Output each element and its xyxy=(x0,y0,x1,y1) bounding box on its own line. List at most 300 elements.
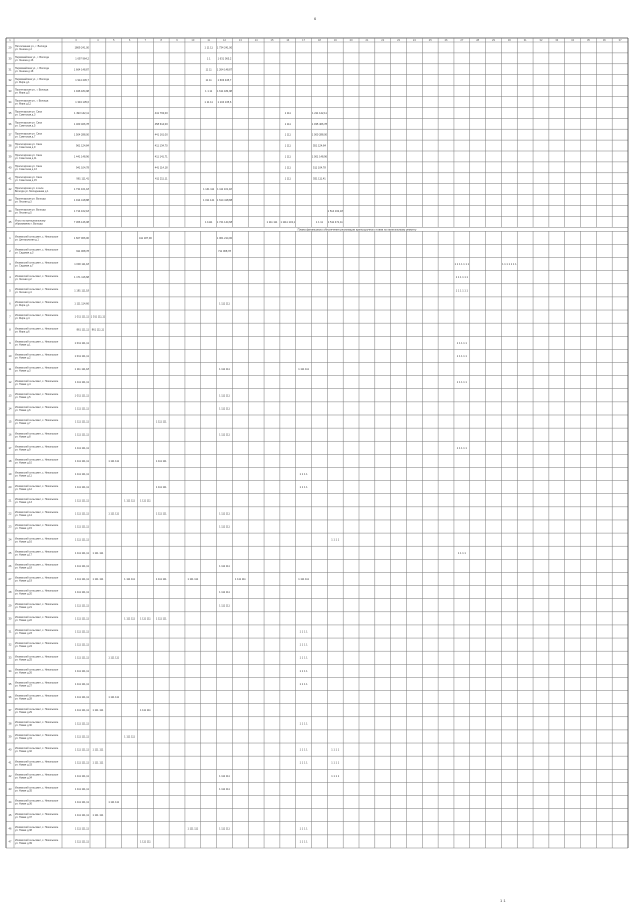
row-address: Иловатский сельсовет, с. Никольское ул. Новая д.23 xyxy=(15,629,59,636)
table-row xyxy=(9,45,233,51)
row-total: 1 111 111,11 xyxy=(74,459,89,463)
column-number: 10 xyxy=(191,39,195,43)
column-number: 13 xyxy=(238,39,242,43)
row-address: Иловатский сельсовет, с. Никольское ул. Новая д.15 xyxy=(15,524,59,531)
table-row xyxy=(9,187,233,193)
table-row xyxy=(9,219,344,225)
row-cell-value: 1 614 418,88 xyxy=(216,199,233,203)
row-cell-value: 1 111 111 xyxy=(108,696,120,700)
column-number: 20 xyxy=(349,39,353,43)
row-address: Иловатский сельсовет, с. Никольское ул. Мира д.4 xyxy=(15,314,59,321)
row-cell-value: 1 1 1 1 xyxy=(299,722,308,726)
row-number: 12 xyxy=(8,381,12,385)
row-total: 1 946 184,98 xyxy=(73,90,89,94)
column-number: 17 xyxy=(302,39,306,43)
row-total: 1 463 466,78 xyxy=(73,122,89,126)
row-cell-value: 1 1 1 1 1 xyxy=(456,446,467,450)
row-number: 31 xyxy=(8,68,12,72)
row-number: 19 xyxy=(8,473,12,477)
row-cell-value: 1 111 xyxy=(284,133,291,137)
row-cell-value: 551 111,41 xyxy=(313,177,326,181)
row-cell-value: 1 111 xyxy=(284,122,291,126)
row-number: 30 xyxy=(8,617,12,621)
table-row xyxy=(9,432,231,438)
row-total: 1 607 066,00 xyxy=(73,236,89,240)
row-cell-value: 1 061 214,00 xyxy=(216,236,233,240)
row-cell-value: 1 111 101,18 xyxy=(217,188,232,192)
row-total: 1 731 101,18 xyxy=(73,188,89,192)
table-row xyxy=(9,165,327,171)
column-number: 30 xyxy=(507,39,511,43)
row-cell-value: 1 111 111 xyxy=(266,220,278,224)
row-total: 1 111 111,11 xyxy=(74,446,89,450)
row-cell-value: 1 111 111 xyxy=(219,433,230,437)
row-number: 7 xyxy=(9,315,11,319)
table-row xyxy=(9,498,152,504)
table-row xyxy=(9,695,120,701)
row-total: 1 111 111,11 xyxy=(74,551,89,555)
table-row xyxy=(9,67,233,73)
row-cell-value: 1 111 111 xyxy=(155,486,167,490)
row-total: 1 441 148,96 xyxy=(73,155,89,159)
row-number: 32 xyxy=(8,79,12,83)
row-number: 44 xyxy=(8,801,12,805)
row-cell-value: 1 111 111 xyxy=(234,578,246,582)
row-address: Пролетарская ул. Саха ул. Советская д.7 xyxy=(15,132,42,139)
column-number: 12 xyxy=(223,39,226,43)
row-total: 1 504 288,00 xyxy=(73,133,89,137)
page-number-top: 6 xyxy=(314,16,317,21)
section-b-rows xyxy=(9,235,518,845)
row-cell-value: 1 111 xyxy=(284,166,291,170)
column-number: 31 xyxy=(523,39,527,43)
row-address: Иловатский сельсовет, с. Никольское ул. Новая д.39 xyxy=(15,839,59,846)
row-cell-value: 1 1 1 1 xyxy=(299,761,308,765)
table-row xyxy=(9,682,309,688)
column-number: 32 xyxy=(539,39,543,43)
row-address: Иловатский сельсовет, с. Никольское ул. Новая д.5 xyxy=(15,392,59,399)
row-number: 40 xyxy=(8,166,12,170)
column-number: 19 xyxy=(333,39,337,43)
column-number: 25 xyxy=(428,39,432,43)
row-total: 1 111 111,11 xyxy=(74,840,89,844)
row-number: 18 xyxy=(8,459,12,463)
row-cell-value: 1 111 111 xyxy=(219,394,230,398)
row-address: Иловатский сельсовет, с. Никольское ул. Новая д.36 xyxy=(15,799,59,806)
row-total: 1 111 111,18 xyxy=(74,368,89,372)
row-cell-value: 1 1111 143,1 xyxy=(280,220,296,224)
row-cell-value: 1 111 111 xyxy=(92,578,104,582)
row-total: 1 111 111,11 xyxy=(74,381,89,385)
row-number: 3 xyxy=(9,263,11,267)
table-row xyxy=(9,760,340,766)
row-total: 1 111 111,11 xyxy=(74,787,89,791)
table-row xyxy=(9,563,231,569)
row-total: 1 111 111,11 xyxy=(74,486,89,490)
table-row xyxy=(9,327,104,333)
row-cell-value: 1 734 241,00 xyxy=(216,46,233,50)
row-number: 40 xyxy=(8,748,12,752)
table-row xyxy=(9,209,344,215)
row-address: Иловатский сельсовет, с. Никольское ул. Новая д.8 xyxy=(15,432,59,439)
row-address: Иловатский сельсовет, с. Никольское ул. Новая д.1 xyxy=(15,340,59,347)
row-cell-value: 1 111 111 xyxy=(298,368,310,372)
table-row xyxy=(9,393,231,399)
row-total: 1 111 111,11 xyxy=(74,722,89,726)
column-number: 5 xyxy=(113,39,115,43)
row-cell-value: 1 1 1 1 xyxy=(331,538,340,542)
row-number: 1 xyxy=(9,236,11,240)
row-address: Иловатский сельсовет, с. Никольское ул. Новая д.4 xyxy=(15,379,59,386)
row-number: 27 xyxy=(8,578,12,582)
row-cell-value: 1 1 1 1 1 xyxy=(456,354,467,358)
row-address: Иловатский сельсовет, с. Никольское ул. Новая д.30 xyxy=(15,720,59,727)
row-number: 41 xyxy=(8,177,12,181)
row-address: Иловатский сельсовет, с. Никольское ул. Садовая д.3 xyxy=(15,248,59,255)
row-cell-value: 1 1 1 1 1 xyxy=(456,381,467,385)
row-cell-value: 1 141 111 xyxy=(203,188,215,192)
row-number: 33 xyxy=(8,656,12,660)
row-address: Первомайская ул., г. Вологда ул. Ленина д.18 xyxy=(15,66,49,73)
row-total: 1 914 445,7 xyxy=(75,79,89,83)
row-address: Иловатский сельсовет, с. Никольское ул. Новая д.28 xyxy=(15,694,59,701)
table-row xyxy=(9,642,309,648)
row-number: 9 xyxy=(9,341,11,345)
row-cell-value: 1 1 1 1 1 1 1 xyxy=(502,263,517,267)
row-cell-value: 11 11 xyxy=(205,79,212,83)
row-number: 16 xyxy=(8,433,12,437)
row-address: Пролетарская ул. Саха ул. Советская д.9 xyxy=(15,143,42,150)
row-cell-value: 1 111 111 xyxy=(124,578,135,582)
row-address: Иловатский сельсовет, с. Никольское ул. Новая д.25 xyxy=(15,655,59,662)
row-address: Пролетарская ул., г. Вологда ул. Мира д.5 xyxy=(15,88,49,95)
table-row xyxy=(9,813,104,819)
row-total: 1 714 162,18 xyxy=(73,209,89,213)
table-row xyxy=(9,445,468,451)
table-row xyxy=(9,143,327,149)
column-number: 16 xyxy=(286,39,290,43)
row-total: 1 111 111,11 xyxy=(74,761,89,765)
row-number: 10 xyxy=(8,354,12,358)
column-number: 1 xyxy=(9,39,11,43)
column-number: 4 xyxy=(97,39,99,43)
row-cell-value: 1 104 135,6 xyxy=(217,100,232,104)
row-total: 1 914 418,88 xyxy=(73,199,89,203)
row-cell-value: 1 111 111 xyxy=(108,512,120,516)
row-address: Иловатский сельсовет, с. Никольское ул. Новая д.13 xyxy=(15,497,59,504)
row-cell-value: 1 111 111 xyxy=(155,420,167,424)
row-number: 24 xyxy=(8,538,12,542)
row-total: 1 111 111,11 xyxy=(74,774,89,778)
row-cell-value: 1 111 111 xyxy=(139,840,151,844)
table-row xyxy=(9,550,467,556)
row-total: 1 111 111,11 xyxy=(74,669,89,673)
table-row xyxy=(9,249,231,255)
row-cell-value: 551 124,84 xyxy=(312,144,326,148)
row-address: Иловатский сельсовет, с. Никольское ул. Новая д.20 xyxy=(15,589,59,596)
row-total: 1 493 142,11 xyxy=(74,111,89,115)
column-number: 22 xyxy=(381,39,385,43)
table-row xyxy=(9,89,233,95)
row-cell-value: 1 111 111 xyxy=(219,302,230,306)
row-cell-value: 861 111,11 xyxy=(91,328,105,332)
table-row xyxy=(9,235,232,241)
row-address: Иловатский сельсовет, с. Никольское ул. Садовая д.7 xyxy=(15,261,59,268)
row-number: 45 xyxy=(8,220,12,224)
row-number: 20 xyxy=(8,486,12,490)
row-total: 1 181 111,18 xyxy=(74,289,89,293)
row-cell-value: 1 111 111 xyxy=(219,564,230,568)
row-cell-value: 1 111 111 xyxy=(92,814,104,818)
row-cell-value: 1 111 111 xyxy=(92,551,104,555)
row-address: Иловатский сельсовет, с. Никольское ул. Новая д.12 xyxy=(15,484,59,491)
row-address: Иловатский сельсовет, с. Никольское ул. Лесная д.2 xyxy=(15,274,59,281)
row-cell-value: 1 111 111 xyxy=(219,774,230,778)
row-number: 4 xyxy=(9,276,11,280)
row-number: 39 xyxy=(8,735,12,739)
row-address: Иловатский сельсовет, с. Никольское ул. Мира д.1 xyxy=(15,301,59,308)
row-number: 35 xyxy=(8,682,12,686)
row-number: 6 xyxy=(9,302,11,306)
section-a-rows xyxy=(9,45,344,225)
table-row xyxy=(9,787,231,793)
row-cell-value: 1 111 111 xyxy=(219,787,230,791)
row-cell-value: 1 111 111 xyxy=(219,604,230,608)
row-cell-value: 1 111 111 xyxy=(108,656,120,660)
row-address: Иловатский сельсовет, с. Никольское ул. Лесная д.4 xyxy=(15,287,59,294)
row-address: Пролетарская ул. Саха ул. Советская д.3 xyxy=(15,110,42,117)
row-total: 1 334 135,6 xyxy=(75,100,89,104)
row-total: 1 111 114,66 xyxy=(74,302,89,306)
row-total: 1869 241,00 xyxy=(74,46,89,50)
table-row xyxy=(9,288,468,294)
row-cell-value: 1 001 148,96 xyxy=(311,155,328,159)
row-number: 29 xyxy=(8,46,12,50)
row-cell-value: 1 11 11 xyxy=(204,46,213,50)
table-row xyxy=(9,590,231,596)
row-cell-value: 1 1 1 1 xyxy=(299,748,308,752)
row-cell-value: 1 1 1 1 xyxy=(299,630,308,634)
table-row xyxy=(9,56,232,62)
row-cell-value: 1 111 111 xyxy=(139,499,151,503)
row-number: 34 xyxy=(8,669,12,673)
row-cell-value: 1 111 111 xyxy=(124,617,135,621)
row-total: 941 104,78 xyxy=(76,166,89,170)
row-cell-value: 441 114,18 xyxy=(154,166,168,170)
column-number: 23 xyxy=(397,39,401,43)
row-total: 1 111 111,11 xyxy=(74,801,89,805)
row-cell-value: 1 111 111 xyxy=(108,801,120,805)
row-total: 1 111 111,11 xyxy=(74,617,89,621)
table-row xyxy=(9,176,327,182)
row-number: 28 xyxy=(8,591,12,595)
row-cell-value: 1 111 111 xyxy=(219,827,230,831)
row-cell-value: 411 134,70 xyxy=(154,144,168,148)
table-row xyxy=(9,603,231,609)
row-number: 36 xyxy=(8,696,12,700)
row-cell-value: 1 111 111 xyxy=(155,459,167,463)
row-address: Иловатский сельсовет, с. Никольское ул. Новая д.38 xyxy=(15,825,59,832)
row-cell-value: 1 111 xyxy=(284,111,291,115)
row-cell-value: 1 111 xyxy=(284,155,291,159)
column-number: 33 xyxy=(555,39,559,43)
row-cell-value: 1 511 471,11 xyxy=(327,220,343,224)
table-row xyxy=(9,826,309,832)
row-cell-value: 1 741 144,68 xyxy=(216,220,233,224)
row-number: 45 xyxy=(8,814,12,818)
row-number: 38 xyxy=(8,722,12,726)
table-row xyxy=(9,459,168,465)
row-total: 1 697 964,2 xyxy=(75,57,89,61)
row-number: 36 xyxy=(8,122,12,126)
table-row xyxy=(9,380,468,386)
column-number: 28 xyxy=(476,39,480,43)
row-cell-value: 1 111 111 xyxy=(219,512,230,516)
row-number: 23 xyxy=(8,525,12,529)
row-cell-value: 1 311 141 xyxy=(202,199,215,203)
row-total: 1 111 111,11 xyxy=(74,604,89,608)
row-total: 1 111 111,11 xyxy=(74,512,89,516)
table-row xyxy=(9,524,231,530)
row-total: 1 111 111,11 xyxy=(74,814,89,818)
row-number: 43 xyxy=(8,199,12,203)
row-total: 1 111 111,11 xyxy=(74,499,89,503)
row-cell-value: 1 1 1 1 1 1 xyxy=(455,289,468,293)
row-cell-value: 1 111 111 xyxy=(219,525,230,529)
row-cell-value: 441 763,00 xyxy=(154,111,168,115)
row-cell-value: 1 603 445,7 xyxy=(217,79,232,83)
row-cell-value: 1 1 1 1 xyxy=(299,682,308,686)
row-number: 47 xyxy=(8,840,12,844)
row-address: Иловатский сельсовет, с. Никольское ул. Новая д.19 xyxy=(15,576,59,583)
row-cell-value: 1 1111 xyxy=(204,220,213,224)
column-number: 24 xyxy=(412,39,416,43)
row-total: 1 111 111,11 xyxy=(74,525,89,529)
row-cell-value: 1 631 065,2 xyxy=(217,57,232,61)
column-number: 34 xyxy=(571,39,575,43)
row-cell-value: 411 141,71 xyxy=(154,155,168,159)
row-address: Иловатский сельсовет, с. Никольское ул. Новая д.11 xyxy=(15,471,59,478)
row-cell-value: 458 614,00 xyxy=(154,122,168,126)
row-cell-value: 1 1 11 xyxy=(205,90,213,94)
row-cell-value: 1 111 111 xyxy=(219,591,230,595)
row-number: 33 xyxy=(8,90,12,94)
row-cell-value: 1 111 111 xyxy=(92,748,104,752)
table-row xyxy=(9,839,309,845)
table-row xyxy=(9,511,231,517)
table-row xyxy=(9,668,309,674)
row-cell-value: 1 1 1 1 xyxy=(299,473,308,477)
row-total: 1 111 111,11 xyxy=(74,696,89,700)
row-address: Пролетарская ул. Вологда ул. Лесная д.5 xyxy=(15,208,46,215)
table-row xyxy=(9,314,105,320)
row-total: 911 068,78 xyxy=(76,249,89,253)
column-number: 18 xyxy=(317,39,321,43)
row-address: Пролетарская ул. Саха ул. Советская д.11 xyxy=(15,154,42,161)
row-cell-value: 1 111 111 xyxy=(139,617,151,621)
row-cell-value: 1 514 162,18 xyxy=(327,209,343,213)
row-cell-value: 1 111 111 xyxy=(124,499,135,503)
row-number: 42 xyxy=(8,188,12,192)
row-address: Пролетарская ул. в селе Вологда ул. Молодежная д.1 xyxy=(15,186,49,193)
row-cell-value: 1 035 466,78 xyxy=(311,122,328,126)
row-address: Иловатский сельсовет, с. Никольское ул. Новая д.32 xyxy=(15,747,59,754)
row-cell-value: 1 1 1 1 xyxy=(299,827,308,831)
row-total: 1 111 111,11 xyxy=(74,538,89,542)
row-cell-value: 1 1 xyxy=(206,57,211,61)
row-total: 1 111 111,11 xyxy=(74,433,89,437)
row-address: Пролетарская ул. Саха ул. Советская д.13 xyxy=(15,164,42,171)
table-row xyxy=(9,800,120,806)
row-address: Иловатский сельсовет, с. Никольское ул. Новая д.21 xyxy=(15,602,59,609)
row-cell-value: 1 1 1 1 xyxy=(299,486,308,490)
row-address: Иловатский сельсовет, с. Никольское ул. Новая д.14 xyxy=(15,511,59,518)
table-row xyxy=(9,655,309,661)
row-number: 43 xyxy=(8,787,12,791)
table-row xyxy=(9,367,310,373)
row-number: 30 xyxy=(8,57,12,61)
table-row xyxy=(9,773,340,779)
table-row xyxy=(9,708,152,714)
row-cell-value: 1 1 1 1 xyxy=(331,761,340,765)
column-number: 6 xyxy=(128,39,131,43)
row-number: 26 xyxy=(8,564,12,568)
row-number: 15 xyxy=(8,420,12,424)
row-number: 44 xyxy=(8,209,12,213)
row-total: 861 111,11 xyxy=(76,328,89,332)
row-number: 29 xyxy=(8,604,12,608)
row-address: Иловатский сельсовет, с. Никольское ул. Новая д.17 xyxy=(15,550,59,557)
row-number: 8 xyxy=(9,328,11,332)
row-cell-value: 1 1 1 1 xyxy=(299,840,308,844)
table-row xyxy=(9,262,517,268)
row-total: 1 111 111,11 xyxy=(74,827,89,831)
row-address: Иловатский сельсовет, с. Никольское ул. Новая д.10 xyxy=(15,458,59,465)
row-total: 1 171 116,68 xyxy=(74,276,89,280)
row-number: 5 xyxy=(9,289,11,293)
row-cell-value: 1 011 111,11 xyxy=(90,315,106,319)
row-cell-value: 1 111 111 xyxy=(92,761,104,765)
column-number-header xyxy=(9,38,622,42)
row-address: Иловатский сельсовет, с. Никольское ул. Новая д.18 xyxy=(15,563,59,570)
row-total: 961 111,41 xyxy=(76,177,89,181)
row-total: 1 664 148,87 xyxy=(73,68,89,72)
row-cell-value: 11 11 xyxy=(205,68,212,72)
row-total: 1 111 111,11 xyxy=(74,682,89,686)
row-number: 32 xyxy=(8,643,12,647)
row-cell-value: 1 111 111 xyxy=(187,827,199,831)
row-number: 31 xyxy=(8,630,12,634)
row-number: 46 xyxy=(8,827,12,831)
row-cell-value: 411 187,00 xyxy=(138,236,152,240)
row-cell-value: 1 111 111 xyxy=(219,407,230,411)
row-cell-value: 1 11 11 xyxy=(204,100,213,104)
row-address: Первомайская ул., г. Вологда ул. Мира д.1 xyxy=(15,77,49,84)
row-address: Иловатский сельсовет, с. Никольское ул. Новая д.24 xyxy=(15,642,59,649)
row-total: 1 111 111,11 xyxy=(74,748,89,752)
row-address: Иловатский сельсовет, с. Никольское ул. Новая д.31 xyxy=(15,734,59,741)
row-cell-value: 1 1 1 1 xyxy=(299,643,308,647)
row-cell-value: 1 1 1 1 xyxy=(299,669,308,673)
row-total: 1 111 111,11 xyxy=(74,643,89,647)
column-number: 2 xyxy=(37,39,39,43)
row-cell-value: 1 111 111 xyxy=(155,512,167,516)
table-row xyxy=(9,110,328,116)
row-cell-value: 1 211 142,11 xyxy=(312,111,327,115)
row-cell-value: 1 264 148,87 xyxy=(216,68,233,72)
row-address: Иловатский сельсовет, с. Никольское ул. Новая д.16 xyxy=(15,537,59,544)
row-address: Пролетарская ул. Саха ул. Советская д.15 xyxy=(15,175,42,182)
